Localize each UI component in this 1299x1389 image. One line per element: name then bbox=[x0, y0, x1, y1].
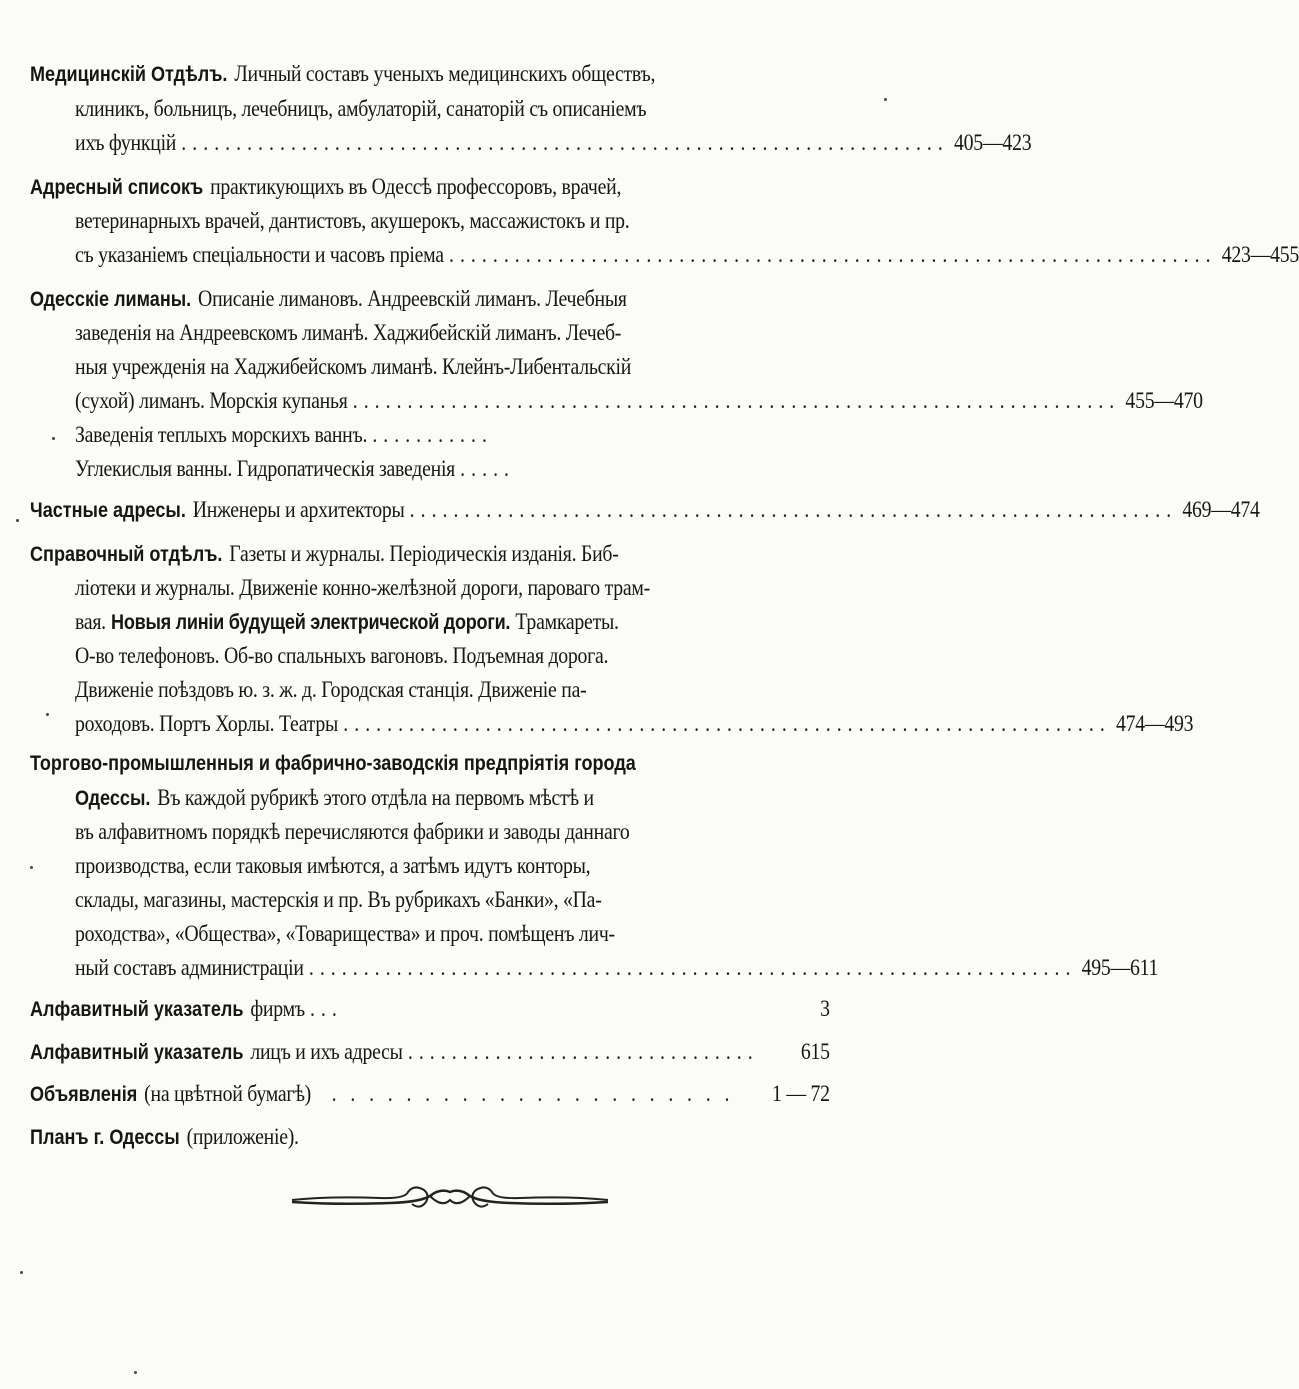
toc-line bbox=[75, 917, 830, 951]
entry-text: (приложеніе). bbox=[186, 1124, 299, 1149]
entry-text: ный составъ администраціи bbox=[75, 955, 304, 980]
dot-leader: ........... bbox=[372, 422, 493, 447]
entry-heading: Планъ г. Одессы bbox=[30, 1126, 180, 1149]
toc-line bbox=[30, 1077, 830, 1111]
entry-text: (на цвѣтной бумагѣ) bbox=[144, 1081, 312, 1106]
page-range: 3 bbox=[820, 996, 830, 1021]
toc-line bbox=[75, 350, 830, 384]
entry-text: фирмъ bbox=[250, 996, 305, 1021]
entry-heading: Адресный списокъ bbox=[30, 176, 204, 199]
entry-text: О-во телефоновъ. Об-во спальныхъ вагоновъ. Подъемная дорога. bbox=[75, 643, 609, 668]
toc-line bbox=[75, 452, 830, 486]
entry-text: Движеніе поѣздовъ ю. з. ж. д. Городская станція. Движеніе па- bbox=[75, 677, 587, 702]
entry-text: клиникъ, больницъ, лечебницъ, амбулаторій, санаторій съ описаніемъ bbox=[75, 96, 647, 121]
entry-text: ліотеки и журналы. Движеніе конно-желѣзной дороги, пароваго трам- bbox=[75, 575, 650, 600]
toc-line bbox=[30, 493, 1260, 527]
entry-text: лицъ и ихъ адресы bbox=[250, 1039, 403, 1064]
entry-text: практикующихъ въ Одессѣ профессоровъ, врачей, bbox=[210, 174, 622, 199]
toc-line bbox=[75, 639, 830, 673]
entry-text: Трамкареты. bbox=[515, 609, 619, 634]
toc-line bbox=[30, 992, 830, 1026]
entry-text: вая. bbox=[75, 609, 106, 634]
dot-leader: ...................................................................... bbox=[181, 130, 949, 155]
page-range: 469—474 bbox=[1182, 497, 1260, 522]
toc-line bbox=[75, 204, 830, 238]
entry-text: ныя учрежденія на Хаджибейскомъ лиманѣ. Клейнъ-Либентальскій bbox=[75, 354, 632, 379]
toc-line bbox=[75, 883, 830, 917]
toc-line bbox=[30, 170, 830, 204]
entry-heading: Объявленія bbox=[30, 1083, 138, 1106]
paper-speck bbox=[134, 1371, 137, 1374]
entry-text: Газеты и журналы. Періодическія изданія. Биб- bbox=[229, 541, 619, 566]
entry-heading: Одесскіе лиманы. bbox=[30, 288, 192, 311]
toc-line bbox=[75, 316, 830, 350]
entry-text: роходовъ. Портъ Хорлы. Театры bbox=[75, 711, 339, 736]
toc-line bbox=[30, 282, 830, 316]
paper-speck bbox=[30, 866, 33, 869]
entry-subheading: Новыя линіи будущей электрической дороги. bbox=[111, 611, 511, 634]
ornament-divider-icon bbox=[290, 1178, 610, 1218]
entry-text: Инженеры и архитекторы bbox=[192, 497, 405, 522]
page-range: 495—611 bbox=[1081, 955, 1159, 980]
dot-leader: ..... bbox=[460, 456, 516, 481]
page-range: 423—455 bbox=[1221, 242, 1299, 267]
paper-speck bbox=[16, 519, 19, 522]
entry-heading: Медицинскій Отдѣлъ. bbox=[30, 63, 228, 86]
dot-leader: ...................................................................... bbox=[409, 497, 1178, 522]
entry-text: склады, магазины, мастерскія и пр. Въ рубрикахъ «Банки», «Па- bbox=[75, 887, 602, 912]
page-range: 1 — 72 bbox=[772, 1081, 830, 1106]
entry-heading: Частные адресы. bbox=[30, 499, 186, 522]
toc-line bbox=[75, 418, 830, 452]
toc-line bbox=[30, 747, 830, 781]
entry-text: съ указаніемъ спеціальности и часовъ пріема bbox=[75, 242, 444, 267]
toc-line bbox=[75, 849, 830, 883]
entry-text: Заведенія теплыхъ морскихъ ваннъ. bbox=[75, 422, 368, 447]
dot-leader: ...................................................................... bbox=[343, 711, 1111, 736]
entry-text: Въ каждой рубрикѣ этого отдѣла на первомъ мѣстѣ и bbox=[157, 785, 594, 810]
dot-leader: ...................................................................... bbox=[352, 388, 1121, 413]
toc-line bbox=[75, 605, 830, 639]
entry-text: (сухой) лиманъ. Морскія купанья bbox=[75, 388, 348, 413]
entry-heading: Справочный отдѣлъ. bbox=[30, 543, 223, 566]
page-range: 474—493 bbox=[1115, 711, 1194, 736]
page-range: 455—470 bbox=[1125, 388, 1203, 413]
toc-line bbox=[75, 238, 1299, 272]
entry-text: роходства», «Общества», «Товарищества» и проч. помѣщенъ лич- bbox=[75, 921, 615, 946]
dot-leader: ...................................................................... bbox=[308, 955, 1077, 980]
entry-text: ихъ функцій bbox=[75, 130, 177, 155]
toc-line bbox=[75, 126, 1032, 160]
toc-line bbox=[75, 571, 830, 605]
paper-speck bbox=[52, 437, 55, 440]
entry-text: Описаніе лимановъ. Андреевскій лиманъ. Лечебныя bbox=[198, 286, 627, 311]
dot-leader: ...................................................................... bbox=[448, 242, 1217, 267]
toc-line bbox=[30, 1035, 830, 1069]
toc-line bbox=[75, 815, 830, 849]
entry-heading: Одессы. bbox=[75, 787, 151, 810]
toc-line bbox=[30, 537, 830, 571]
page-range: 615 bbox=[800, 1039, 830, 1064]
toc-line bbox=[30, 1120, 830, 1154]
paper-speck bbox=[46, 713, 49, 716]
entry-text: Личный составъ ученыхъ медицинскихъ обществъ, bbox=[234, 61, 656, 86]
toc-line bbox=[30, 57, 830, 91]
dot-leader: ...................... bbox=[331, 1081, 744, 1106]
entry-text: Углекислыя ванны. Гидропатическія заведенія bbox=[75, 456, 456, 481]
entry-heading: Торгово-промышленныя и фабрично-заводскія предпріятія города bbox=[30, 752, 636, 775]
toc-line bbox=[75, 92, 830, 126]
entry-text: производства, если таковыя имѣются, а затѣмъ идутъ конторы, bbox=[75, 853, 591, 878]
toc-line bbox=[75, 384, 1203, 418]
toc-line bbox=[75, 673, 830, 707]
toc-line bbox=[75, 951, 1159, 985]
dot-leader: ................................ bbox=[407, 1039, 759, 1064]
toc-line bbox=[75, 781, 830, 815]
paper-speck bbox=[20, 1271, 23, 1274]
dot-leader: ... bbox=[309, 996, 343, 1021]
entry-text: въ алфавитномъ порядкѣ перечисляются фабрики и заводы даннаго bbox=[75, 819, 630, 844]
entry-heading: Алфавитный указатель bbox=[30, 1041, 244, 1064]
page-range: 405—423 bbox=[954, 130, 1032, 155]
entry-text: ветеринарныхъ врачей, дантистовъ, акушерокъ, массажистокъ и пр. bbox=[75, 208, 630, 233]
entry-heading: Алфавитный указатель bbox=[30, 998, 244, 1021]
entry-text: заведенія на Андреевскомъ лиманѣ. Хаджибейскій лиманъ. Лечеб- bbox=[75, 320, 622, 345]
paper-speck bbox=[884, 98, 887, 101]
toc-line bbox=[75, 707, 1194, 741]
